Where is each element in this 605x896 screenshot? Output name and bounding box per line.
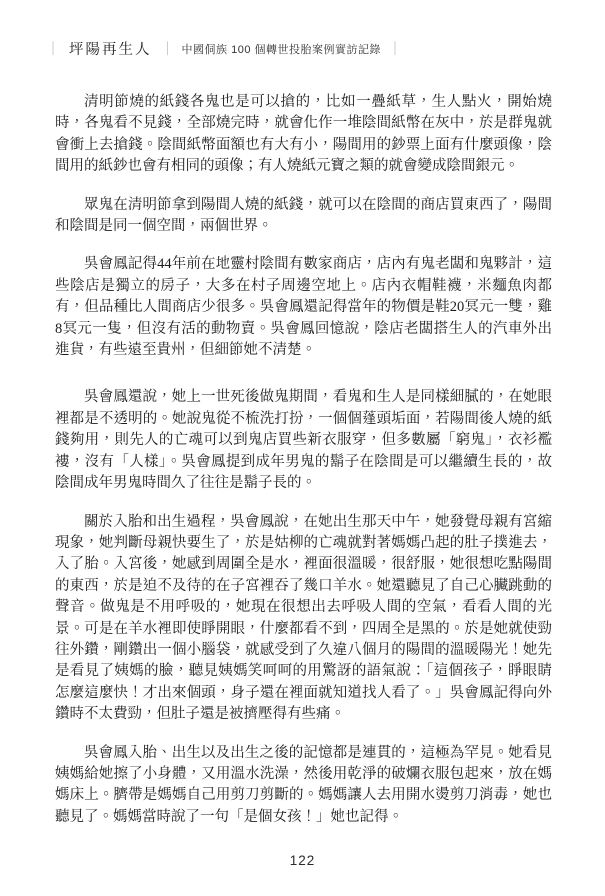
body-paragraph: 眾鬼在清明節拿到陽間人燒的紙錢，就可以在陰間的商店買東西了，陽間和陰間是同一個空間，兩個世界。 (55, 196, 552, 235)
body-paragraph: 關於入胎和出生過程，吳會鳳說，在她出生那天中午，她發覺母親有宮縮現象，她判斷母親快要生了，於是姑柳的亡魂就對著媽媽凸起的肚子撲進去，入了胎。入宮後，她感到周圍全是水，裡面很溫暖，很舒服，她很想吃點陽間的東西，於是迫不及待的在子宮裡吞了幾口羊水。她還聽見了自己心臟跳動的聲音。做鬼是不用呼吸的，她現在很想出去呼吸人間的空氣，看看人間的光景。可是在羊水裡即使睜開眼，什麼都看不到，四周全是黑的。於是她就使勁往外鑽，剛鑽出一個小腦袋，就感受到了久違八個月的陽間的溫暖陽光！她先是看見了姨媽的臉，聽見姨媽笑呵呵的用驚訝的語氣說：「這個孩子，睜眼睛怎麼這麼快！才出來個頭，身子還在裡面就知道找人看了。」吳會鳳記得向外鑽時不太費勁，但肚子還是被擠壓得有些痛。 (55, 513, 552, 723)
page-footer (0, 853, 605, 868)
page-number: 122 (289, 853, 316, 868)
body-paragraph: 吳會鳳入胎、出生以及出生之後的記憶都是連貫的，這極為罕見。她看見姨媽給她擦了小身體，又用溫水洗澡，然後用乾淨的破爛衣服包起來，放在媽媽床上。臍帶是媽媽自己用剪刀剪斷的。媽媽讓人去用開水燙剪刀消毒，她也聽見了。媽媽當時說了一句「是個女孩！」她也記得。 (55, 744, 552, 825)
body-paragraph: 吳會鳳還說，她上一世死後做鬼期間，看鬼和生人是同樣細膩的，在她眼裡都是不透明的。她說鬼從不梳洗打扮，一個個蓬頭垢面，若陽間後人燒的紙錢夠用，則先人的亡魂可以到鬼店買些新衣服穿，但多數屬「窮鬼」，衣衫襤褸，沒有「人樣」。吳會鳳提到成年男鬼的鬍子在陰間是可以繼續生長的，故陰間成年男鬼時間久了往往是鬍子長的。 (55, 389, 552, 492)
header-separator-left: ｜ (47, 41, 60, 58)
body-paragraph: 清明節燒的紙錢各鬼也是可以搶的，比如一疊紙草，生人點火，開始燒時，各鬼看不見錢，全部燒完時，就會化作一堆陰間紙幣在灰中，於是群鬼就會衝上去搶錢。陰間紙幣面額也有大有小，陽間用的鈔票上面有什麼頭像，陰間用的紙鈔也會有相同的頭像；有人燒紙元寶之類的就會變成陰間銀元。 (55, 94, 552, 175)
book-subtitle: 中國侗族 100 個轉世投胎案例實訪記錄 (181, 43, 381, 56)
header-separator-right: ｜ (389, 41, 402, 58)
book-title: 坪陽再生人 (69, 42, 152, 58)
page-body (55, 92, 552, 828)
body-paragraph: 吳會鳳記得44年前在地靈村陰間有數家商店，店內有鬼老闆和鬼夥計，這些陰店是獨立的房子，大多在村子周邊空地上。店內衣帽鞋襪，米麵魚肉都有，但品種比人間商店少很多。吳會鳳還記得當年的物價是鞋20冥元一雙，雞8冥元一隻，但沒有活的動物賣。吳會鳳回憶說，陰店老闆搭生人的汽車外出進貨，有些遠至貴州，但細節她不清楚。 (55, 256, 552, 359)
running-header (47, 38, 565, 59)
header-separator-middle: ｜ (161, 41, 174, 58)
